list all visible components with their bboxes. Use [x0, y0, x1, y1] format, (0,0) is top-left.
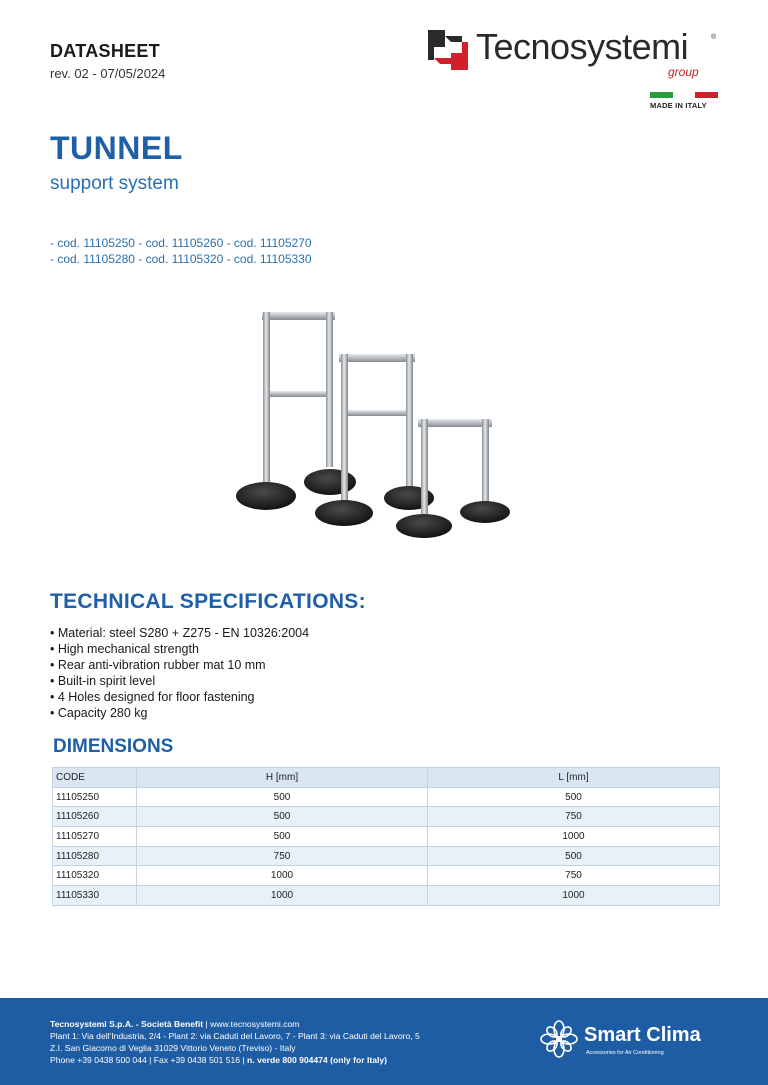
- tecnosystemi-logo-mark-icon: [428, 30, 468, 70]
- table-row: [53, 827, 720, 847]
- table-header-row: [53, 768, 720, 788]
- cell-height: 1000: [137, 866, 428, 886]
- table-row: [53, 807, 720, 827]
- made-in-italy-badge: [650, 92, 718, 110]
- cell-code: 11105320: [53, 866, 137, 886]
- cell-code: 11105250: [53, 787, 137, 807]
- spec-item: • Capacity 280 kg: [50, 705, 309, 721]
- footer-line-plants: Plant 1: Via dell'Industria, 2/4 - Plant 2: via Caduti del Lavoro, 7 - Plant 3: via Caduti del Lavoro, 5: [50, 1031, 420, 1041]
- tecnosystemi-logo: [428, 28, 720, 80]
- header-code: CODE: [53, 768, 137, 788]
- cell-length: 500: [428, 846, 720, 866]
- cell-height: 500: [137, 787, 428, 807]
- header-height: H [mm]: [137, 768, 428, 788]
- table-row: [53, 846, 720, 866]
- cell-code: 11105270: [53, 827, 137, 847]
- cell-height: 750: [137, 846, 428, 866]
- company-name: Tecnosystemi S.p.A. - Società Benefit: [50, 1019, 204, 1029]
- support-tall: [236, 312, 356, 510]
- brand-name: Tecnosystemi: [476, 26, 689, 67]
- footer-contact-block: [50, 1018, 420, 1066]
- table-row: [53, 866, 720, 886]
- header-length: L [mm]: [428, 768, 720, 788]
- product-photo: [225, 300, 525, 550]
- toll-free-number: n. verde 800 904474 (only for Italy): [247, 1055, 387, 1065]
- cell-height: 500: [137, 807, 428, 827]
- footer-line-phone: [50, 1054, 420, 1066]
- spec-item: • Rear anti-vibration rubber mat 10 mm: [50, 657, 309, 673]
- smart-clima-logo: [540, 1020, 720, 1060]
- cell-height: 500: [137, 827, 428, 847]
- support-short: [396, 419, 510, 538]
- cell-length: 1000: [428, 886, 720, 906]
- product-codes: [50, 235, 312, 267]
- smart-clima-tagline: Accessories for Air Conditioning: [586, 1050, 664, 1056]
- smart-clima-flower-icon: [540, 1020, 578, 1058]
- cell-length: 500: [428, 787, 720, 807]
- specifications-list: [50, 625, 309, 721]
- doc-type-title: DATASHEET: [50, 41, 161, 61]
- dimensions-table: [52, 767, 720, 906]
- smart-clima-name: Smart Clima: [584, 1024, 701, 1046]
- footer: [0, 998, 768, 1085]
- italy-flag-icon: [650, 92, 718, 98]
- spec-item: • High mechanical strength: [50, 641, 309, 657]
- product-subtitle: support system: [50, 173, 179, 194]
- registered-mark: ®: [711, 34, 717, 41]
- spec-item: • Material: steel S280 + Z275 - EN 10326:2004: [50, 625, 309, 641]
- footer-line-address: Z.I. San Giacomo di Veglia 31029 Vittorio Veneto (Treviso) - Italy: [50, 1043, 296, 1053]
- table-row: [53, 787, 720, 807]
- website-link[interactable]: | www.tecnosystemi.com: [203, 1019, 300, 1029]
- cell-length: 750: [428, 866, 720, 886]
- revision-text: rev. 02 - 07/05/2024: [50, 66, 166, 81]
- cell-code: 11105280: [53, 846, 137, 866]
- product-title: TUNNEL: [50, 130, 183, 166]
- cell-code: 11105330: [53, 886, 137, 906]
- brand-group: group: [668, 65, 699, 79]
- cell-code: 11105260: [53, 807, 137, 827]
- dimensions-title: DIMENSIONS: [53, 736, 174, 757]
- table-row: [53, 886, 720, 906]
- technical-specifications-title: TECHNICAL SPECIFICATIONS:: [50, 590, 366, 613]
- cell-length: 1000: [428, 827, 720, 847]
- codes-line-1: - cod. 11105250 - cod. 11105260 - cod. 11105270: [50, 236, 312, 250]
- spec-item: • Built-in spirit level: [50, 673, 309, 689]
- codes-line-2: - cod. 11105280 - cod. 11105320 - cod. 11105330: [50, 252, 312, 266]
- spec-item: • 4 Holes designed for floor fastening: [50, 689, 309, 705]
- cell-height: 1000: [137, 886, 428, 906]
- phone-fax: Phone +39 0438 500 044 | Fax +39 0438 501 516 |: [50, 1055, 248, 1065]
- cell-length: 750: [428, 807, 720, 827]
- footer-line-company: [50, 1018, 420, 1030]
- made-in-italy-text: MADE IN ITALY: [650, 101, 707, 110]
